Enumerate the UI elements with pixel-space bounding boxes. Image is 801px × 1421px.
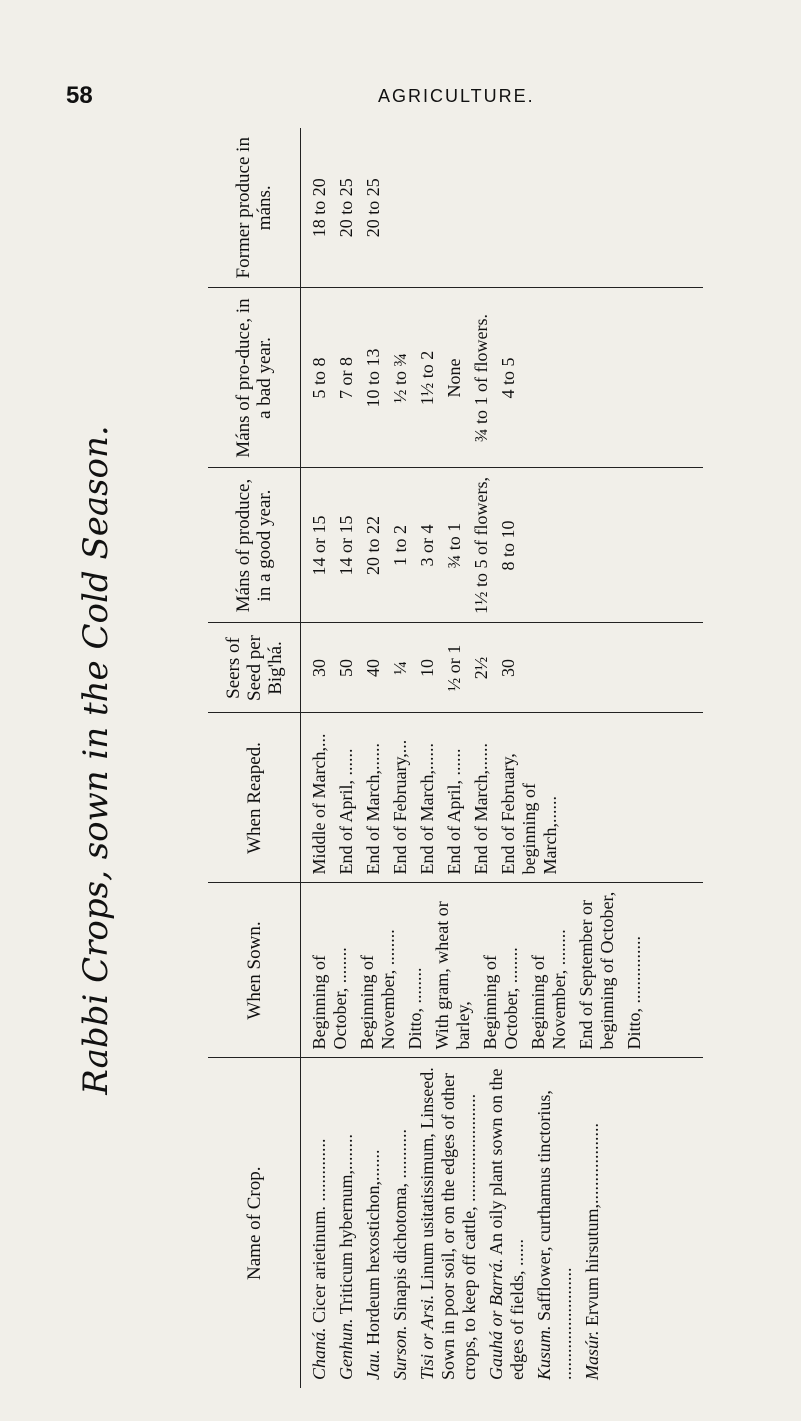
good-year-cell: 1 to 2 [390,525,410,567]
sown-cell: Beginning of November, ........ [357,929,398,1050]
header-crop: Name of Crop. [208,1058,301,1388]
good-year-cell: ¾ to 1 [444,522,464,569]
table-body-row [301,128,704,1388]
seed-cell: 40 [363,659,383,677]
good-year-cell: 20 to 22 [363,516,383,576]
good-year-cell: 3 or 4 [417,524,437,567]
seed-cell: 2½ [471,656,491,680]
running-head: AGRICULTURE. [378,86,535,106]
bad-year-cell: 5 to 8 [309,357,329,399]
sown-cell: With gram, wheat or barley, [432,901,473,1050]
crop-name: Surson. [390,1325,410,1380]
crop-desc: Cicer arietinum. .............. [309,1138,329,1323]
reaped-cell: End of February, beginning of March,...... [498,753,560,875]
crop-desc: An oily plant sown on the edges of fields, ...... [486,1068,527,1380]
crop-name: Gauhá or Barrá. [486,1258,506,1380]
reaped-cell: End of March,...... [363,743,383,875]
reaped-cell: End of March,...... [471,743,491,875]
former-produce-column [301,128,704,288]
bad-year-cell: 4 to 5 [498,357,518,399]
crop-desc: Sinapis dichotoma, ........... [390,1128,410,1321]
sown-cell: End of September or beginning of October, [576,891,617,1050]
seed-cell: ½ or 1 [444,644,464,692]
former-produce-cell: 20 to 25 [363,178,383,238]
table-header-row [208,128,301,1388]
crops-table [208,128,703,1388]
former-produce-cell: 18 to 20 [309,178,329,238]
crop-name: Genhun. [336,1318,356,1380]
crop-name: Chaná. [309,1327,329,1380]
reaped-column [301,713,704,883]
header-sown: When Sown. [208,883,301,1058]
seed-cell: 50 [336,659,356,677]
crop-desc: Linum usitatissimum, Linseed. Sown in poor soil, or on the edges of other crops, to keep off cattle, ........................ [417,1067,479,1380]
sown-cell: Beginning of October, ........ [309,947,350,1050]
good-year-cell: 1½ to 5 of flowers, [471,477,491,614]
seed-cell: 30 [498,659,518,677]
seed-column [301,623,704,713]
good-year-cell: 14 or 15 [336,515,356,576]
crop-desc: Ervum hirsutum,.................. [582,1122,602,1326]
reaped-cell: End of April, ...... [444,748,464,875]
side-title: Rabbi Crops, sown in the Cold Season. [76,425,116,1095]
crop-desc: Safflower, curthamus tinctorius, ......................... [534,1090,575,1380]
seed-cell: 30 [309,659,329,677]
crop-name: Kusum. [534,1325,554,1380]
good-year-cell: 14 or 15 [309,515,329,576]
bad-year-cell: 7 or 8 [336,357,356,399]
header-seed: Seers of Seed per Big'há. [208,623,301,713]
sown-cell: Beginning of October, ........ [480,947,521,1050]
bad-year-cell: 1½ to 2 [417,350,437,406]
good-year-column [301,468,704,623]
rotated-table-wrapper [208,128,703,1388]
reaped-cell: End of April, ...... [336,748,356,875]
header-good-year: Máns of produce, in a good year. [208,468,301,623]
bad-year-cell: ½ to ¾ [390,353,410,404]
crop-name: Jau. [363,1349,383,1380]
seed-cell: 10 [417,659,437,677]
page-number: 58 [66,82,93,109]
sown-cell: Beginning of November, ........ [528,929,569,1050]
crop-name: Masúr. [582,1330,602,1380]
crop-column [301,1058,704,1388]
seed-cell: ¼ [390,661,410,675]
bad-year-cell: 10 to 13 [363,348,383,408]
crop-desc: Hordeum hexostichon,....... [363,1149,383,1345]
good-year-cell: 8 to 10 [498,520,518,571]
crop-name: Tisi or Arsi. [417,1294,437,1380]
reaped-cell: Middle of March,... [309,733,329,875]
reaped-cell: End of February,... [390,739,410,875]
sown-cell: Ditto, ........ [405,967,425,1050]
bad-year-cell: ¾ to 1 of flowers. [471,314,491,442]
sown-cell: Ditto, ............... [624,935,644,1050]
reaped-cell: End of March,...... [417,743,437,875]
header-former: Former produce in máns. [208,128,301,288]
header-reaped: When Reaped. [208,713,301,883]
crop-desc: Triticum hybernum,........ [336,1133,356,1315]
former-produce-cell: 20 to 25 [336,178,356,238]
header-bad-year: Máns of pro-duce, in a bad year. [208,288,301,468]
bad-year-column [301,288,704,468]
sown-column [301,883,704,1058]
bad-year-cell: None [444,358,464,398]
